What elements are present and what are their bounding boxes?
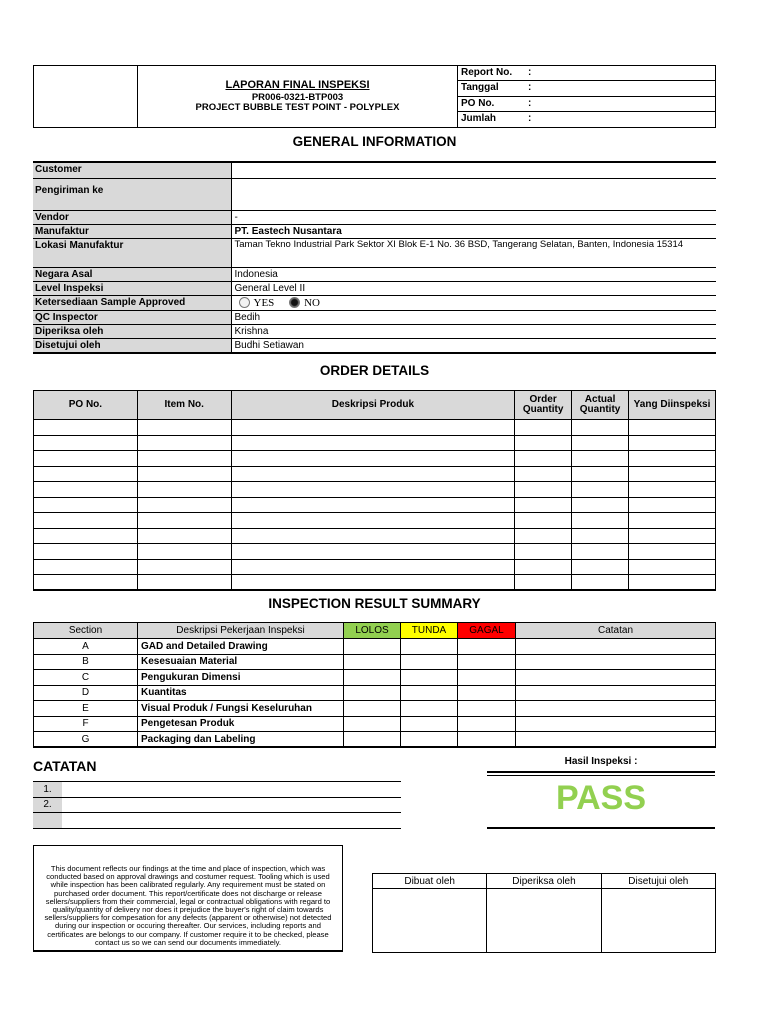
signature-dibuat: Dibuat oleh	[373, 874, 487, 889]
inspection-summary-table	[33, 622, 716, 748]
table-row: QC Inspector Bedih	[33, 310, 716, 324]
meta-jumlah: Jumlah :	[461, 112, 532, 124]
table-row: Diperiksa oleh Krishna	[33, 324, 716, 338]
table-row	[34, 466, 716, 482]
table-row	[34, 451, 716, 467]
radio-yes-label: YES	[253, 296, 275, 309]
list-item: 2.	[33, 797, 401, 813]
result-label: Hasil Inspeksi :	[564, 756, 638, 767]
signature-disetujui: Disetujui oleh	[601, 874, 715, 889]
table-row	[34, 544, 716, 560]
radio-no[interactable]	[289, 297, 300, 308]
table-row: D Kuantitas	[34, 685, 716, 701]
table-row: A GAD and Detailed Drawing	[34, 639, 716, 655]
table-row	[34, 528, 716, 544]
tunda-header: TUNDA	[401, 623, 458, 639]
order-details-heading: ORDER DETAILS	[319, 363, 430, 378]
radio-yes[interactable]	[239, 297, 250, 308]
signature-row	[373, 889, 716, 953]
meta-po-no: PO No. :	[458, 97, 715, 112]
table-row: B Kesesuaian Material	[34, 654, 716, 670]
result-box	[487, 771, 715, 829]
table-row	[34, 575, 716, 591]
table-header-row: Section Deskripsi Pekerjaan Inspeksi LOLOS TUNDA GAGAL Catatan	[34, 623, 716, 639]
list-item: 1.	[33, 782, 401, 798]
result-divider	[487, 775, 715, 776]
report-code: PR006-0321-BTP003	[251, 92, 344, 103]
table-row	[34, 497, 716, 513]
table-row: Customer	[33, 162, 716, 178]
project-name: PROJECT BUBBLE TEST POINT - POLYPLEX	[195, 102, 400, 113]
list-item	[33, 813, 401, 829]
general-info-heading: GENERAL INFORMATION	[292, 134, 457, 149]
table-row	[34, 482, 716, 498]
report-title: LAPORAN FINAL INSPEKSI	[225, 79, 370, 91]
result-value: PASS	[555, 779, 647, 817]
table-row: Ketersediaan Sample Approved YES NO	[33, 295, 716, 310]
table-row: Lokasi Manufaktur Taman Tekno Industrial Park Sektor XI Blok E-1 No. 36 BSD, Tangerang Selatan, Banten, Indonesia 15314	[33, 238, 716, 267]
general-info-table	[33, 161, 716, 354]
table-row	[34, 435, 716, 451]
gagal-header: GAGAL	[458, 623, 516, 639]
signature-diperiksa: Diperiksa oleh	[487, 874, 601, 889]
table-row: Level Inspeksi General Level II	[33, 281, 716, 295]
table-row: Negara Asal Indonesia	[33, 267, 716, 281]
company-logo-area	[34, 66, 138, 127]
table-row: Manufaktur PT. Eastech Nusantara	[33, 224, 716, 238]
table-row: E Visual Produk / Fungsi Keseluruhan	[34, 701, 716, 717]
report-title-block	[138, 66, 458, 127]
table-header-row: PO No. Item No. Deskripsi Produk Order Quantity Actual Quantity Yang Diinspeksi	[34, 391, 716, 420]
meta-report-no: Report No. :	[458, 66, 715, 81]
table-row: Pengiriman ke	[33, 178, 716, 210]
report-meta	[458, 66, 715, 127]
table-header-row	[373, 874, 716, 889]
lolos-header: LOLOS	[344, 623, 401, 639]
table-row: Vendor -	[33, 210, 716, 224]
order-details-table	[33, 390, 716, 591]
catatan-list	[33, 781, 401, 829]
sample-approved-options	[231, 295, 716, 310]
radio-no-label: NO	[304, 296, 320, 309]
report-header	[33, 65, 716, 128]
table-row: F Pengetesan Produk	[34, 716, 716, 732]
table-row: C Pengukuran Dimensi	[34, 670, 716, 686]
disclaimer-text: This document reflects our findings at the time and place of inspection, which was conducted based on approval drawings and costumer request. Tooling which is used while inspection has been calibrated regularly. Any requirement must be stated on purchased order document. This report/certificate does not discharge or release sellers/suppliers from their commercial, legal or contractual obligations with regard to quality/quantity of delivery nor does it prejudice the buyer's right of claim towards sellers/suppliers for compesation for any defects (apparent or otherwise) not detected during our inspection or occuring thereafter. Our services, including reports and certificates are belongs to our company. If customer require it to be checked, please contact us so we can send our documents immediately.	[33, 845, 343, 952]
catatan-heading: CATATAN	[33, 758, 97, 774]
table-row	[34, 420, 716, 436]
inspection-summary-heading: INSPECTION RESULT SUMMARY	[268, 596, 481, 611]
table-row: Disetujui oleh Budhi Setiawan	[33, 338, 716, 353]
meta-tanggal: Tanggal :	[458, 81, 715, 96]
signature-table	[372, 873, 716, 953]
table-row	[34, 559, 716, 575]
table-row	[34, 513, 716, 529]
table-row: G Packaging dan Labeling	[34, 732, 716, 748]
